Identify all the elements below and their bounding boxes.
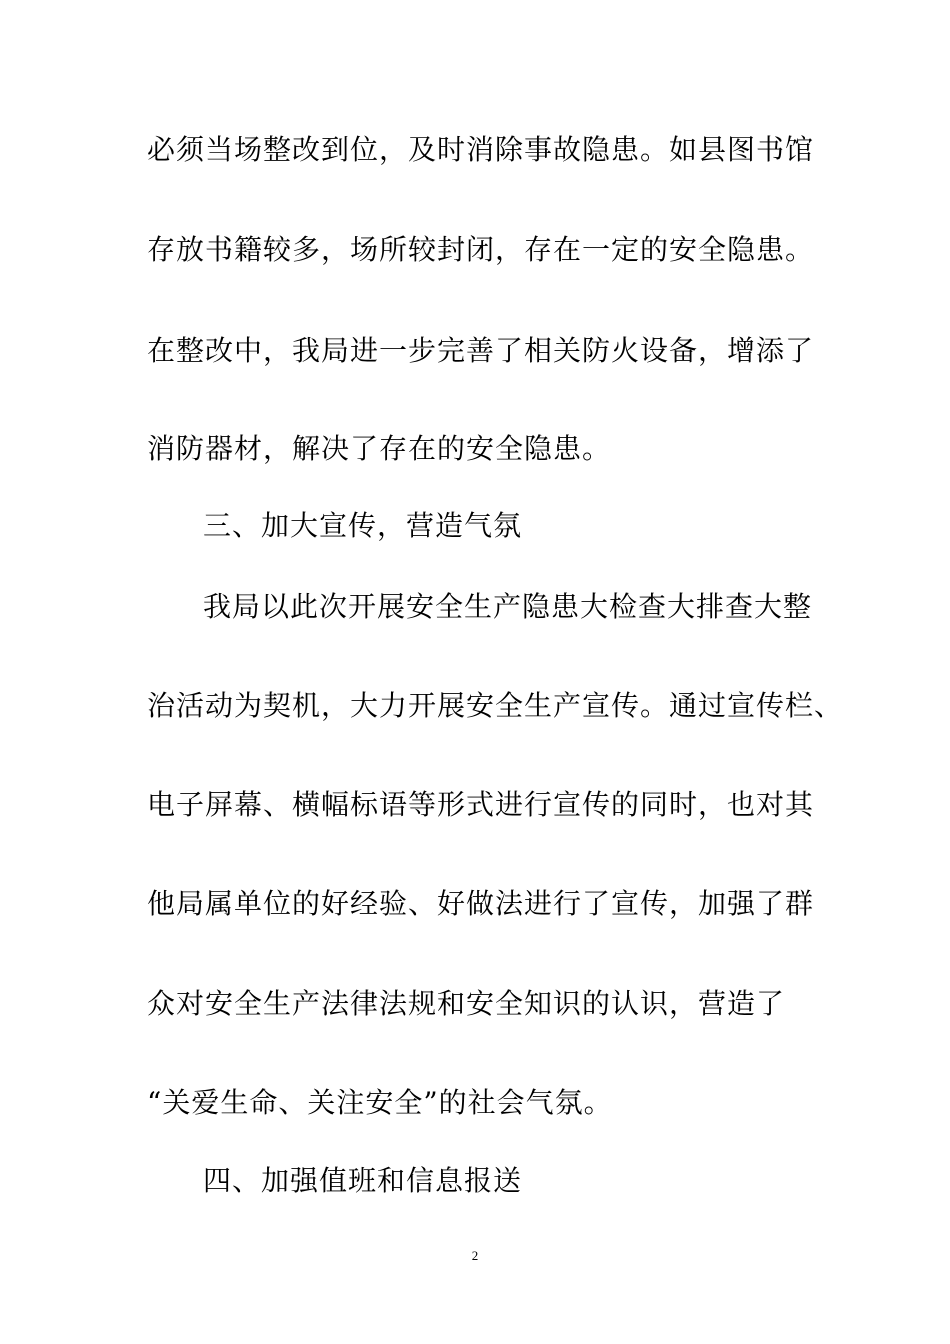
body-text-line: 消防器材，解决了存在的安全隐患。: [147, 432, 612, 465]
body-text-line: 在整改中，我局进一步完善了相关防火设备，增添了: [147, 334, 815, 367]
body-text-line: 存放书籍较多，场所较封闭，存在一定的安全隐患。: [147, 233, 815, 266]
page-number: 2: [471, 1248, 479, 1263]
section-heading: 四、加强值班和信息报送: [203, 1164, 523, 1197]
body-text-line: 众对安全生产法律法规和安全知识的认识，营造了: [147, 987, 786, 1020]
body-text-line: 治活动为契机，大力开展安全生产宣传。通过宣传栏、: [147, 689, 844, 722]
body-text-line: “关爱生命、关注安全”的社会气氛。: [147, 1086, 613, 1119]
section-heading: 三、加大宣传，营造气氛: [203, 509, 523, 542]
body-text-line: 必须当场整改到位，及时消除事故隐患。如县图书馆: [147, 133, 815, 166]
body-text-line: 电子屏幕、横幅标语等形式进行宣传的同时，也对其: [147, 788, 815, 821]
body-text-line: 我局以此次开展安全生产隐患大检查大排查大整: [203, 590, 813, 623]
body-text-line: 他局属单位的好经验、好做法进行了宣传，加强了群: [147, 887, 815, 920]
